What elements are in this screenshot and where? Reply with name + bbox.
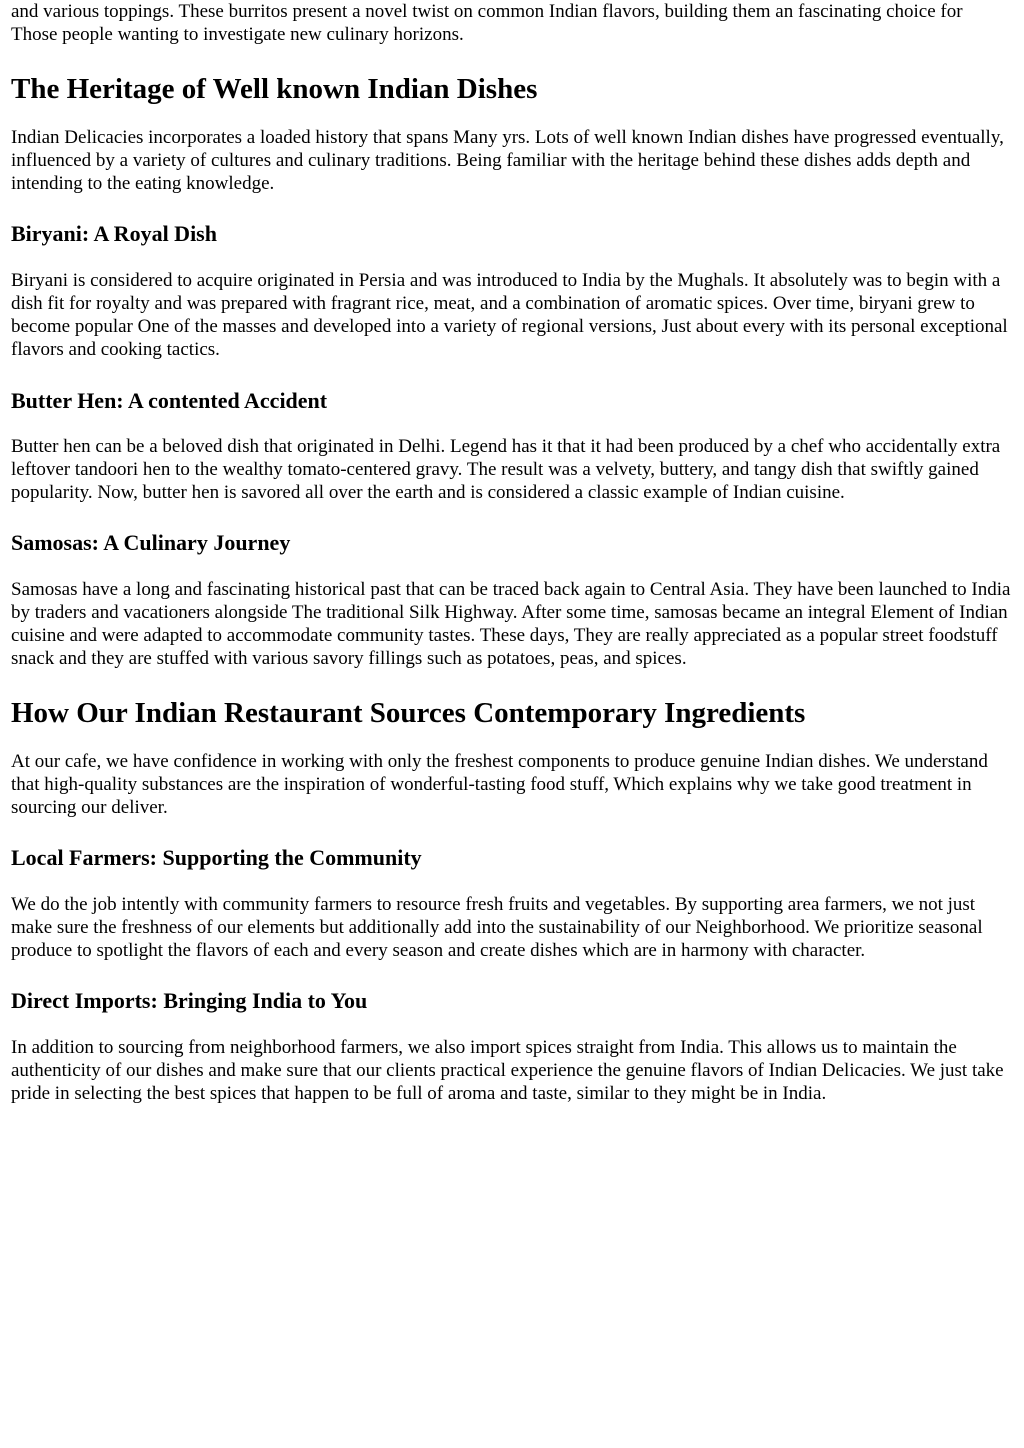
sourcing-heading: How Our Indian Restaurant Sources Contemporary Ingredients [11, 697, 806, 729]
samosas-paragraph: Samosas have a long and fascinating historical past that can be traced back again to Central Asia. They have been launched to India by traders and vacationers alongside The traditional Silk Highway. After some time, samosas became an integral Element of Indian cuisine and were adapted to accommodate community tastes. These days, They are really appreciated as a popular street foodstuff snack and they are stuffed with various savory fillings such as potatoes, peas, and spices. [11, 579, 1011, 669]
butter-hen-paragraph: Butter hen can be a beloved dish that originated in Delhi. Legend has it that it had been produced by a chef who accidentally extra leftover tandoori hen to the wealthy tomato-centered gravy. The result was a velvety, buttery, and tangy dish that swiftly gained popularity. Now, butter hen is savored all over the earth and is considered a classic example of Indian cuisine. [11, 436, 1001, 503]
biryani-heading: Biryani: A Royal Dish [11, 221, 217, 246]
biryani-paragraph: Biryani is considered to acquire originated in Persia and was introduced to India by the Mughals. It absolutely was to begin with a dish fit for royalty and was prepared with fragrant rice, meat, and a combination of aromatic spices. Over time, biryani grew to become popular One of the masses and developed into a variety of regional versions, Just about every with its personal exceptional flavors and cooking tactics. [11, 270, 1008, 360]
butter-hen-heading: Butter Hen: A contented Accident [11, 388, 328, 413]
intro-paragraph: and various toppings. These burritos present a novel twist on common Indian flavors, building them an fascinating choice for Those people wanting to investigate new culinary horizons. [11, 1, 963, 45]
sourcing-paragraph: At our cafe, we have confidence in working with only the freshest components to produce genuine Indian dishes. We understand that high-quality substances are the inspiration of wonderful-tasting food stuff, Which explains why we take good treatment in sourcing our deliver. [11, 751, 988, 818]
local-farmers-heading: Local Farmers: Supporting the Community [11, 845, 422, 870]
heritage-paragraph: Indian Delicacies incorporates a loaded history that spans Many yrs. Lots of well known Indian dishes have progressed eventually, influenced by a variety of cultures and culinary traditions. Being familiar with the heritage behind these dishes adds depth and intending to the eating knowledge. [11, 127, 1004, 194]
direct-imports-heading: Direct Imports: Bringing India to You [11, 988, 368, 1013]
heritage-heading: The Heritage of Well known Indian Dishes [11, 73, 538, 105]
local-farmers-paragraph: We do the job intently with community farmers to resource fresh fruits and vegetables. By supporting area farmers, we not just make sure the freshness of our elements but additionally add into the sustainability of our Neighborhood. We prioritize seasonal produce to spotlight the flavors of each and every season and create dishes which are in harmony with character. [11, 894, 983, 961]
direct-imports-paragraph: In addition to sourcing from neighborhood farmers, we also import spices straight from India. This allows us to maintain the authenticity of our dishes and make sure that our clients practical experience the genuine flavors of Indian Delicacies. We just take pride in selecting the best spices that happen to be full of aroma and taste, similar to they might be in India. [11, 1037, 1004, 1104]
samosas-heading: Samosas: A Culinary Journey [11, 530, 291, 555]
